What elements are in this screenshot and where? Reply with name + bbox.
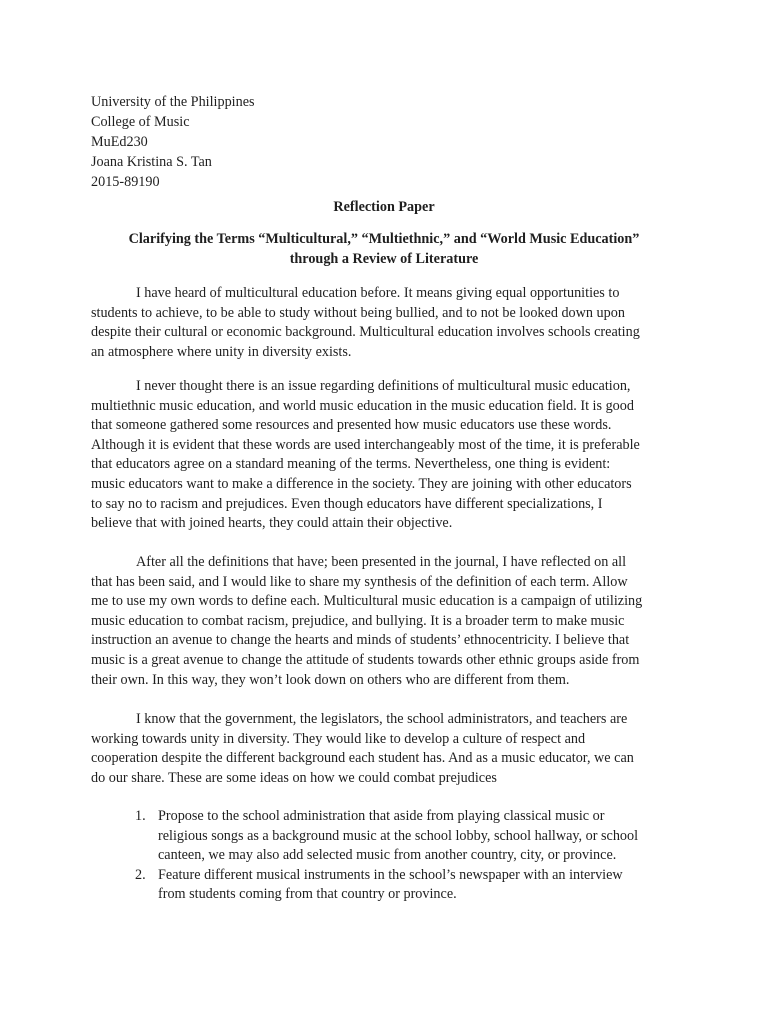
list-item-line: Feature different musical instruments in the school’s newspaper with an interview — [158, 866, 623, 883]
paragraph-line: their own. In this way, they won’t look down on others who are different from them. — [91, 671, 570, 688]
paragraph-line: music education to combat racism, prejudice, and bullying. It is a broader term to make music — [91, 612, 625, 629]
author-header — [91, 92, 591, 192]
list-item — [135, 807, 695, 866]
paragraph-1 — [91, 284, 679, 362]
paragraph-line: that educators agree on a standard meaning of the terms. Nevertheless, one thing is evident: — [91, 456, 611, 473]
document-subtitle-line-2: through a Review of Literature — [289, 251, 479, 267]
paragraph-line: to say no to racism and prejudices. Even though educators have different specializations, I — [91, 495, 603, 512]
paragraph-line: instruction an avenue to change the hearts and minds of students’ ethnocentricity. I believe that — [91, 632, 630, 649]
list-item-number: 1. — [135, 808, 146, 824]
list-item-number: 2. — [135, 866, 146, 883]
header-college: College of Music — [91, 114, 190, 130]
header-student-number: 2015-89190 — [91, 174, 160, 190]
paragraph-3 — [91, 553, 679, 690]
list-item-line: canteen, we may also add selected music from another country, city, or province. — [158, 847, 617, 864]
document-title: Reflection Paper — [333, 199, 435, 215]
paragraph-line: cooperation despite the different background each student has. And as a music educator, we can — [91, 750, 634, 767]
paragraph-line: music is a great avenue to change the attitude of students towards other ethnic groups aside from — [91, 651, 640, 668]
list-item — [135, 866, 695, 905]
paragraph-line: do our share. These are some ideas on how we could combat prejudices — [91, 769, 497, 786]
header-author: Joana Kristina S. Tan — [91, 154, 212, 170]
paragraph-line: despite their cultural or economic background. Multicultural education involves schools creating — [91, 324, 640, 341]
paragraph-line: me to use my own words to define each. Multicultural music education is a campaign of utilizing — [91, 593, 643, 610]
paragraph-line: students to achieve, to be able to study without being bullied, and to not be looked down upon — [91, 304, 625, 321]
paragraph-line: multiethnic music education, and world music education in the music education field. It is good — [91, 397, 634, 414]
list-item-line: Propose to the school administration that aside from playing classical music or — [158, 808, 605, 824]
paragraph-4 — [91, 710, 679, 788]
paragraph-line: After all the definitions that have; been presented in the journal, I have reflected on all — [136, 554, 627, 570]
list-item-line: religious songs as a background music at the school lobby, school hallway, or school — [158, 827, 639, 844]
header-university: University of the Philippines — [91, 94, 255, 110]
numbered-list — [135, 807, 695, 905]
paragraph-line: I know that the government, the legislators, the school administrators, and teachers are — [136, 711, 628, 727]
paragraph-line: believe that with joined hearts, they could attain their objective. — [91, 515, 453, 532]
paragraph-line: an atmosphere where unity in diversity exists. — [91, 343, 352, 360]
paragraph-line: I never thought there is an issue regarding definitions of multicultural music education, — [136, 378, 631, 394]
paragraph-2 — [91, 377, 679, 534]
header-course: MuEd230 — [91, 134, 148, 150]
paragraph-line: that has been said, and I would like to share my synthesis of the definition of each term. Allow — [91, 573, 628, 590]
paragraph-line: that someone gathered some resources and presented how music educators use these words. — [91, 417, 612, 434]
paragraph-line: I have heard of multicultural education before. It means giving equal opportunities to — [136, 285, 620, 301]
document-subtitle-line-1: Clarifying the Terms “Multicultural,” “Multiethnic,” and “World Music Education” — [128, 231, 640, 247]
paragraph-line: working towards unity in diversity. They would like to develop a culture of respect and — [91, 730, 586, 747]
list-item-line: from students coming from that country or province. — [158, 886, 457, 903]
paragraph-line: Although it is evident that these words are used interchangeably most of the time, it is preferable — [91, 436, 640, 453]
paragraph-line: music educators want to make a difference in the society. They are joining with other educators — [91, 475, 632, 492]
